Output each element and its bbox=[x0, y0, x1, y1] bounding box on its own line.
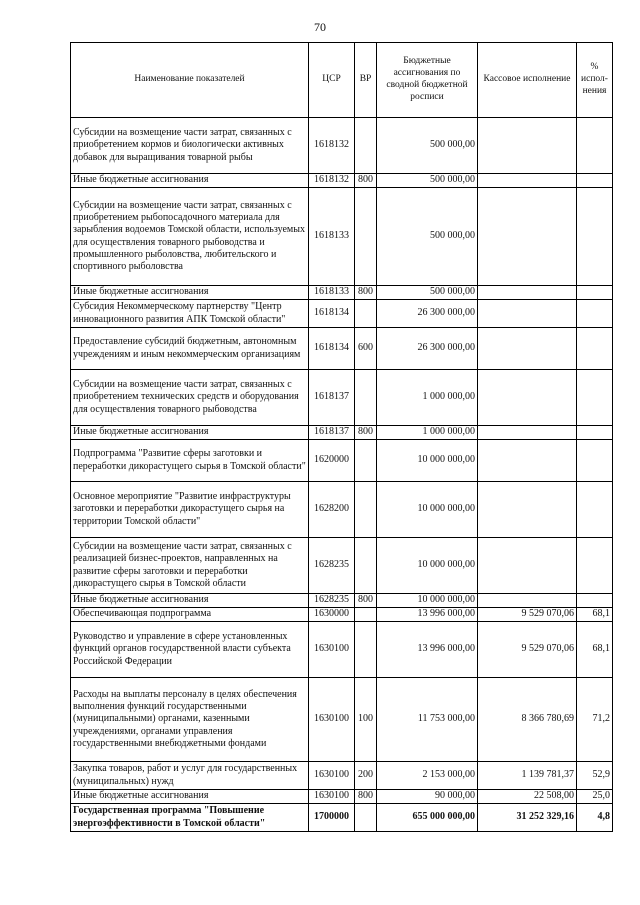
row-percent bbox=[577, 538, 613, 594]
row-csr: 1618137 bbox=[309, 370, 355, 426]
row-percent bbox=[577, 328, 613, 370]
row-budget: 11 753 000,00 bbox=[377, 678, 478, 762]
table-row bbox=[71, 174, 613, 188]
row-vr bbox=[355, 118, 377, 174]
row-execution bbox=[478, 594, 577, 608]
row-csr: 1630000 bbox=[309, 608, 355, 622]
table-row bbox=[71, 622, 613, 678]
row-budget: 26 300 000,00 bbox=[377, 300, 478, 328]
row-vr bbox=[355, 622, 377, 678]
row-execution: 9 529 070,06 bbox=[478, 608, 577, 622]
row-name: Обеспечивающая подпрограмма bbox=[71, 608, 309, 622]
row-vr bbox=[355, 538, 377, 594]
table-row bbox=[71, 118, 613, 174]
table-row bbox=[71, 426, 613, 440]
row-name: Иные бюджетные ассигнования bbox=[71, 426, 309, 440]
row-budget: 500 000,00 bbox=[377, 118, 478, 174]
row-percent bbox=[577, 482, 613, 538]
header-name: Наименование показателей bbox=[71, 43, 309, 118]
row-execution bbox=[478, 370, 577, 426]
row-vr bbox=[355, 482, 377, 538]
row-percent: 4,8 bbox=[577, 804, 613, 832]
row-name: Государственная программа "Повышение энергоэффективности в Томской области" bbox=[71, 804, 309, 832]
table-row bbox=[71, 538, 613, 594]
row-budget: 500 000,00 bbox=[377, 286, 478, 300]
row-csr: 1628200 bbox=[309, 482, 355, 538]
row-execution bbox=[478, 118, 577, 174]
row-csr: 1618134 bbox=[309, 300, 355, 328]
row-csr: 1630100 bbox=[309, 790, 355, 804]
row-budget: 10 000 000,00 bbox=[377, 594, 478, 608]
row-vr bbox=[355, 300, 377, 328]
row-execution: 22 508,00 bbox=[478, 790, 577, 804]
row-execution bbox=[478, 174, 577, 188]
row-name: Расходы на выплаты персоналу в целях обеспечения выполнения функций государственными (муниципальными) органами, казенными учреждениями, органами управления государственными внебюджетными фондами bbox=[71, 678, 309, 762]
table-row bbox=[71, 762, 613, 790]
row-budget: 1 000 000,00 bbox=[377, 426, 478, 440]
row-csr: 1618133 bbox=[309, 286, 355, 300]
row-budget: 26 300 000,00 bbox=[377, 328, 478, 370]
row-csr: 1620000 bbox=[309, 440, 355, 482]
row-csr: 1700000 bbox=[309, 804, 355, 832]
row-vr bbox=[355, 804, 377, 832]
row-budget: 500 000,00 bbox=[377, 188, 478, 286]
header-execution: Кассовое исполнение bbox=[478, 43, 577, 118]
row-percent: 52,9 bbox=[577, 762, 613, 790]
row-budget: 10 000 000,00 bbox=[377, 482, 478, 538]
row-budget: 10 000 000,00 bbox=[377, 538, 478, 594]
row-execution bbox=[478, 426, 577, 440]
row-budget: 10 000 000,00 bbox=[377, 440, 478, 482]
row-budget: 2 153 000,00 bbox=[377, 762, 478, 790]
row-vr bbox=[355, 188, 377, 286]
row-name: Руководство и управление в сфере установленных функций органов государственной власти субъекта Российской Федерации bbox=[71, 622, 309, 678]
row-name: Иные бюджетные ассигнования bbox=[71, 286, 309, 300]
row-percent: 71,2 bbox=[577, 678, 613, 762]
header-budget: Бюджетные ассигнования по сводной бюджетной росписи bbox=[377, 43, 478, 118]
row-csr: 1630100 bbox=[309, 678, 355, 762]
row-percent bbox=[577, 174, 613, 188]
row-budget: 90 000,00 bbox=[377, 790, 478, 804]
page-number: 70 bbox=[314, 20, 326, 34]
row-execution: 1 139 781,37 bbox=[478, 762, 577, 790]
row-vr: 200 bbox=[355, 762, 377, 790]
row-vr: 100 bbox=[355, 678, 377, 762]
table-row bbox=[71, 328, 613, 370]
header-percent: % испол- нения bbox=[577, 43, 613, 118]
row-vr: 800 bbox=[355, 790, 377, 804]
row-percent bbox=[577, 300, 613, 328]
table-row bbox=[71, 286, 613, 300]
row-name: Субсидии на возмещение части затрат, связанных с приобретением рыбопосадочного материала для зарыбления водоемов Томской области, используемых для осуществления товарного рыбоводства и промышленного рыболовства, любительского и спортивного рыболовства bbox=[71, 188, 309, 286]
table-row bbox=[71, 188, 613, 286]
row-vr bbox=[355, 440, 377, 482]
row-percent: 25,0 bbox=[577, 790, 613, 804]
row-execution bbox=[478, 300, 577, 328]
row-name: Подпрограмма "Развитие сферы заготовки и переработки дикорастущего сырья в Томской области" bbox=[71, 440, 309, 482]
table-row bbox=[71, 482, 613, 538]
row-csr: 1618132 bbox=[309, 174, 355, 188]
row-csr: 1630100 bbox=[309, 622, 355, 678]
row-percent bbox=[577, 440, 613, 482]
row-execution: 8 366 780,69 bbox=[478, 678, 577, 762]
row-percent: 68,1 bbox=[577, 608, 613, 622]
row-vr: 800 bbox=[355, 426, 377, 440]
row-execution bbox=[478, 440, 577, 482]
table-row bbox=[71, 440, 613, 482]
header-csr: ЦСР bbox=[309, 43, 355, 118]
row-execution bbox=[478, 328, 577, 370]
row-csr: 1618134 bbox=[309, 328, 355, 370]
row-budget: 13 996 000,00 bbox=[377, 608, 478, 622]
row-execution: 31 252 329,16 bbox=[478, 804, 577, 832]
row-name: Иные бюджетные ассигнования bbox=[71, 174, 309, 188]
row-execution bbox=[478, 286, 577, 300]
row-name: Субсидии на возмещение части затрат, связанных с приобретением технических средств и оборудования для осуществления товарного рыбоводства bbox=[71, 370, 309, 426]
row-execution bbox=[478, 538, 577, 594]
header-vr: ВР bbox=[355, 43, 377, 118]
row-csr: 1618137 bbox=[309, 426, 355, 440]
row-csr: 1628235 bbox=[309, 538, 355, 594]
row-execution: 9 529 070,06 bbox=[478, 622, 577, 678]
row-budget: 13 996 000,00 bbox=[377, 622, 478, 678]
row-name: Иные бюджетные ассигнования bbox=[71, 594, 309, 608]
row-percent bbox=[577, 188, 613, 286]
row-name: Иные бюджетные ассигнования bbox=[71, 790, 309, 804]
table-body bbox=[71, 118, 613, 832]
row-percent bbox=[577, 370, 613, 426]
table-header-row bbox=[71, 43, 613, 118]
row-vr: 800 bbox=[355, 594, 377, 608]
budget-table bbox=[70, 42, 613, 832]
row-execution bbox=[478, 482, 577, 538]
row-name: Субсидия Некоммерческому партнерству "Центр инновационного развития АПК Томской области" bbox=[71, 300, 309, 328]
row-vr bbox=[355, 370, 377, 426]
row-vr: 800 bbox=[355, 286, 377, 300]
table-row bbox=[71, 678, 613, 762]
row-name: Субсидии на возмещение части затрат, связанных с приобретением кормов и биологически активных добавок для выращивания товарной рыбы bbox=[71, 118, 309, 174]
table-row bbox=[71, 804, 613, 832]
row-budget: 1 000 000,00 bbox=[377, 370, 478, 426]
row-percent bbox=[577, 118, 613, 174]
row-budget: 655 000 000,00 bbox=[377, 804, 478, 832]
row-vr: 800 bbox=[355, 174, 377, 188]
row-name: Предоставление субсидий бюджетным, автономным учреждениям и иным некоммерческим организациям bbox=[71, 328, 309, 370]
row-vr bbox=[355, 608, 377, 622]
row-percent bbox=[577, 286, 613, 300]
row-name: Основное мероприятие "Развитие инфраструктуры заготовки и переработки дикорастущего сырья на территории Томской области" bbox=[71, 482, 309, 538]
row-budget: 500 000,00 bbox=[377, 174, 478, 188]
row-percent bbox=[577, 426, 613, 440]
table-row bbox=[71, 300, 613, 328]
row-name: Закупка товаров, работ и услуг для государственных (муниципальных) нужд bbox=[71, 762, 309, 790]
row-execution bbox=[478, 188, 577, 286]
row-csr: 1618133 bbox=[309, 188, 355, 286]
row-name: Субсидии на возмещение части затрат, связанных с реализацией бизнес-проектов, направленных на развитие сферы заготовки и переработки дикорастущего сырья в Томской области bbox=[71, 538, 309, 594]
table-row bbox=[71, 608, 613, 622]
row-csr: 1630100 bbox=[309, 762, 355, 790]
row-vr: 600 bbox=[355, 328, 377, 370]
row-percent bbox=[577, 594, 613, 608]
table-row bbox=[71, 790, 613, 804]
table-row bbox=[71, 370, 613, 426]
row-csr: 1628235 bbox=[309, 594, 355, 608]
row-percent: 68,1 bbox=[577, 622, 613, 678]
row-csr: 1618132 bbox=[309, 118, 355, 174]
table-row bbox=[71, 594, 613, 608]
